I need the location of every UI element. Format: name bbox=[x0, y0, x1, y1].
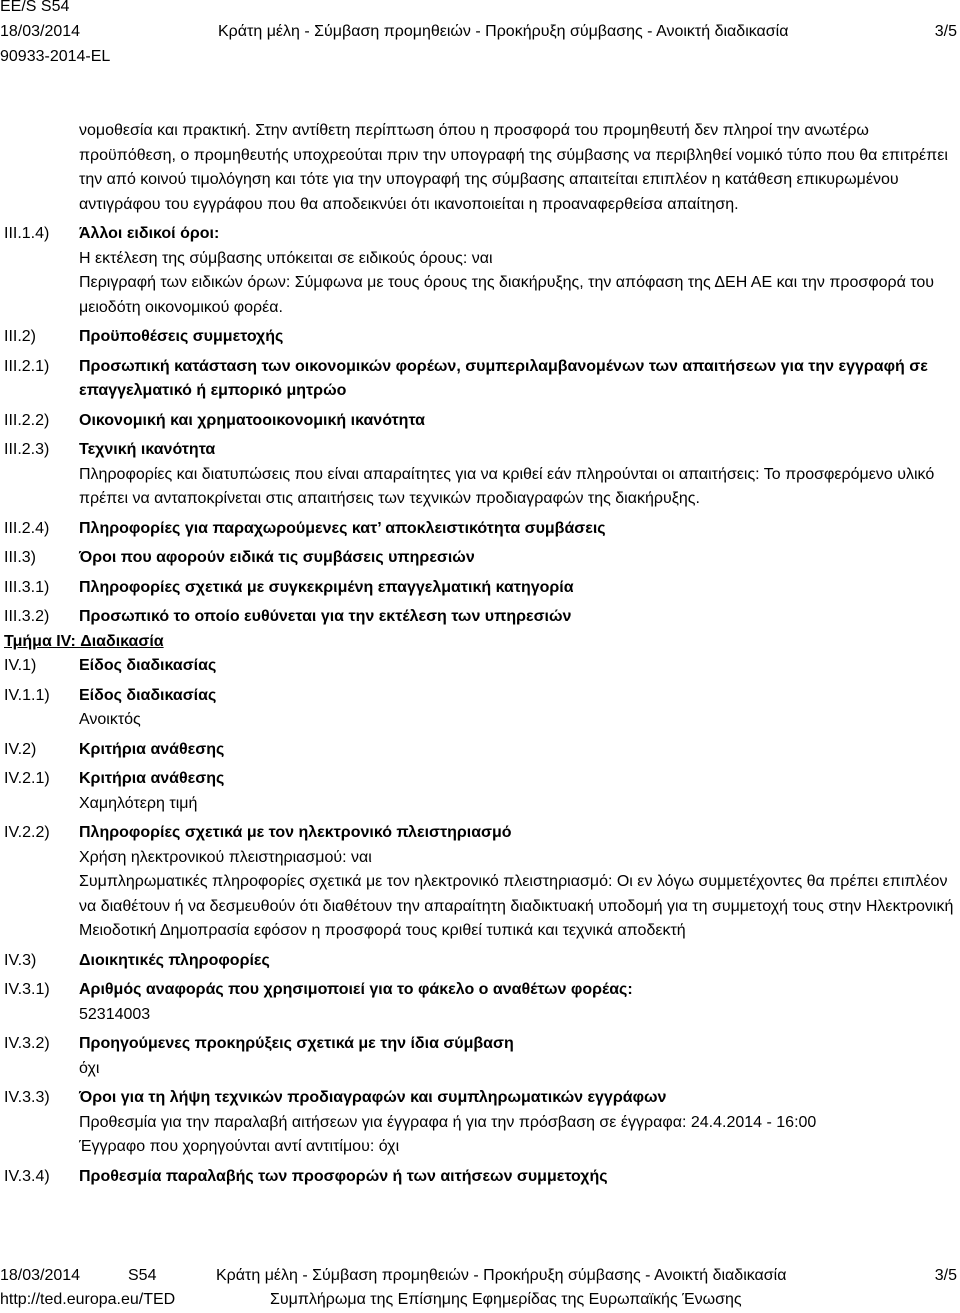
section-iv-heading: Τμήμα IV: Διαδικασία bbox=[4, 632, 164, 650]
section-iv-2 bbox=[4, 738, 956, 763]
section-title: Πληροφορίες σχετικά με συγκεκριμένη επαγγελματική κατηγορία bbox=[79, 578, 574, 596]
section-title: Προηγούμενες προκηρύξεις σχετικά με την ίδια σύμβαση bbox=[79, 1035, 514, 1052]
section-number: III.2.4) bbox=[4, 519, 50, 537]
section-iv-3-3 bbox=[4, 1086, 956, 1160]
section-iv-2-1 bbox=[4, 767, 956, 816]
section-title: Προσωπική κατάσταση των οικονομικών φορέων, συμπεριλαμβανομένων των απαιτήσεων για την εγγραφή σε επαγγελματικό ή εμπορικό μητρώο bbox=[79, 357, 928, 399]
award-criteria-value: Χαμηλότερη τιμή bbox=[79, 794, 198, 812]
section-number: IV.1.1) bbox=[4, 686, 50, 704]
section-title: Οικονομική και χρηματοοικονομική ικανότητα bbox=[79, 411, 425, 429]
section-iii-1-4 bbox=[4, 222, 956, 320]
section-number: IV.3.3) bbox=[4, 1089, 50, 1106]
section-iii-2 bbox=[4, 325, 956, 350]
previous-publications-value: όχι bbox=[79, 1059, 100, 1077]
section-iv-3-4 bbox=[4, 1165, 956, 1190]
section-title: Προσωπικό το οποίο ευθύνεται για την εκτέλεση των υπηρεσιών bbox=[79, 608, 572, 625]
section-iv-3 bbox=[4, 949, 956, 974]
section-number: III.3) bbox=[4, 549, 37, 566]
header-page-number: 3/5 bbox=[934, 23, 957, 40]
section-title: Προϋποθέσεις συμμετοχής bbox=[79, 328, 284, 345]
section-iv-3-2 bbox=[4, 1032, 956, 1081]
section-iv-1 bbox=[4, 654, 956, 679]
doc-number: 90933-2014-EL bbox=[0, 48, 111, 65]
technical-capacity-text: Πληροφορίες και διατυπώσεις που είναι απαραίτητες για να κριθεί εάν πληρούνται οι απαιτήσεις: Το προσφερόμενο υλικό πρέπει να ανταποκρίνεται στις απαιτήσεις των τεχνικών προδιαγραφών της διακήρυξης. bbox=[79, 465, 935, 507]
section-title: Όροι για τη λήψη τεχνικών προδιαγραφών και συμπληρωματικών εγγράφων bbox=[79, 1089, 667, 1106]
section-number: III.2.3) bbox=[4, 441, 50, 458]
section-number: IV.1) bbox=[4, 657, 37, 674]
section-iii-2-1 bbox=[4, 355, 956, 404]
section-iv-3-1 bbox=[4, 978, 956, 1027]
section-number: III.2.1) bbox=[4, 357, 50, 375]
section-iv-2-2 bbox=[4, 821, 956, 944]
header-title: Κράτη μέλη - Σύμβαση προμηθειών - Προκήρυξη σύμβασης - Ανοικτή διαδικασία bbox=[218, 23, 789, 40]
section-iii-3-2 bbox=[4, 605, 956, 630]
section-number: III.2) bbox=[4, 328, 37, 345]
section-title: Τεχνική ικανότητα bbox=[79, 441, 216, 458]
section-number: IV.3.4) bbox=[4, 1167, 50, 1185]
section-number: IV.2.1) bbox=[4, 770, 50, 787]
eauction-flag: Χρήση ηλεκτρονικού πλειστηριασμού: ναι bbox=[79, 848, 372, 866]
eauction-info: Συμπληρωματικές πληροφορίες σχετικά με τον ηλεκτρονικό πλειστηριασμό: Οι εν λόγω συμμετέχοντες θα πρέπει επιπλέον να διαθέτουν ή να δεσμευθούν ότι διαθέτουν την απαραίτητη διαδικτυακή υποδομή για τη συμμετοχή τους στην Ηλεκτρονική Μειοδοτική Δημοπρασία εφόσον η προσφορά τους κριθεί τυπικά και τεχνικά αποδεκτή bbox=[79, 873, 954, 939]
file-reference-value: 52314003 bbox=[79, 1005, 151, 1023]
section-title: Αριθμός αναφοράς που χρησιμοποιεί για το φάκελο ο αναθέτων φορέας: bbox=[79, 981, 633, 998]
section-number: III.3.1) bbox=[4, 578, 50, 596]
footer-supplement: Συμπλήρωμα της Επίσημης Εφημερίδας της Ευρωπαϊκής Ένωσης bbox=[270, 1291, 742, 1308]
section-title: Όροι που αφορούν ειδικά τις συμβάσεις υπηρεσιών bbox=[79, 549, 475, 566]
section-iv-1-1 bbox=[4, 684, 956, 733]
section-number: IV.3.2) bbox=[4, 1035, 50, 1052]
footer-page-number: 3/5 bbox=[934, 1267, 957, 1284]
section-iii-3 bbox=[4, 546, 956, 571]
section-title: Πληροφορίες σχετικά με τον ηλεκτρονικό πλειστηριασμό bbox=[79, 824, 512, 841]
special-terms-flag: Η εκτέλεση της σύμβασης υπόκειται σε ειδικούς όρους: ναι bbox=[79, 249, 493, 267]
section-title: Πληροφορίες για παραχωρούμενες κατ’ αποκλειστικότητα συμβάσεις bbox=[79, 519, 606, 537]
continuation-paragraph bbox=[4, 119, 956, 217]
section-iii-2-2 bbox=[4, 409, 956, 434]
section-number: IV.2) bbox=[4, 740, 37, 758]
section-number: III.3.2) bbox=[4, 608, 50, 625]
payable-documents: Έγγραφο που χορηγούνται αντί αντιτίμου: όχι bbox=[79, 1138, 400, 1155]
document-body bbox=[4, 119, 956, 1189]
section-title: Προθεσμία παραλαβής των προσφορών ή των αιτήσεων συμμετοχής bbox=[79, 1167, 608, 1185]
footer-code: S54 bbox=[128, 1267, 157, 1284]
section-iii-3-1 bbox=[4, 576, 956, 601]
section-number: IV.2.2) bbox=[4, 824, 50, 841]
section-title: Διοικητικές πληροφορίες bbox=[79, 951, 270, 969]
section-title: Άλλοι ειδικοί όροι: bbox=[79, 225, 220, 242]
special-terms-description: Περιγραφή των ειδικών όρων: Σύμφωνα με τους όρους της διακήρυξης, την απόφαση της ΔΕΗ ΑΕ και την προσφορά του μειοδότη οικονομικού φορέα. bbox=[79, 274, 935, 316]
continuation-text: νομοθεσία και πρακτική. Στην αντίθετη περίπτωση όπου η προσφορά του προμηθευτή δεν πληροί την ανωτέρω προϋπόθεση, ο προμηθευτής υποχρεούται πριν την υπογραφή της σύμβασης να περιβληθεί νομικό τύπο που θα επιτρέπει την από κοινού τιμολόγηση και τότε για την υπογραφή της σύμβασης απαιτείται επιπλέον η κατάθεση επικυρωμένου αντιγράφου του εγγράφου που θα αποδεικνύει ότι ικανοποιείται η προαναφερθείσα απαίτηση. bbox=[79, 122, 948, 213]
doc-type: EE/S S54 bbox=[0, 0, 70, 15]
footer-title: Κράτη μέλη - Σύμβαση προμηθειών - Προκήρυξη σύμβασης - Ανοικτή διαδικασία bbox=[216, 1267, 787, 1284]
section-iii-2-3 bbox=[4, 438, 956, 512]
section-number: III.1.4) bbox=[4, 225, 50, 242]
footer-url: http://ted.europa.eu/TED bbox=[0, 1291, 176, 1308]
section-title: Κριτήρια ανάθεσης bbox=[79, 740, 225, 758]
page-header bbox=[0, 0, 960, 70]
section-number: IV.3) bbox=[4, 951, 37, 969]
section-number: IV.3.1) bbox=[4, 981, 50, 998]
documents-deadline: Προθεσμία για την παραλαβή αιτήσεων για έγγραφα ή για την πρόσβαση σε έγγραφα: 24.4.2014 - 16:00 bbox=[79, 1113, 817, 1131]
footer-date: 18/03/2014 bbox=[0, 1267, 81, 1284]
section-title: Κριτήρια ανάθεσης bbox=[79, 770, 225, 787]
procedure-type-value: Ανοικτός bbox=[79, 711, 141, 728]
page-footer bbox=[0, 1265, 960, 1311]
section-title: Είδος διαδικασίας bbox=[79, 686, 217, 704]
section-number: III.2.2) bbox=[4, 411, 50, 429]
section-iii-2-4 bbox=[4, 517, 956, 542]
header-date: 18/03/2014 bbox=[0, 23, 81, 40]
section-title: Είδος διαδικασίας bbox=[79, 657, 217, 674]
